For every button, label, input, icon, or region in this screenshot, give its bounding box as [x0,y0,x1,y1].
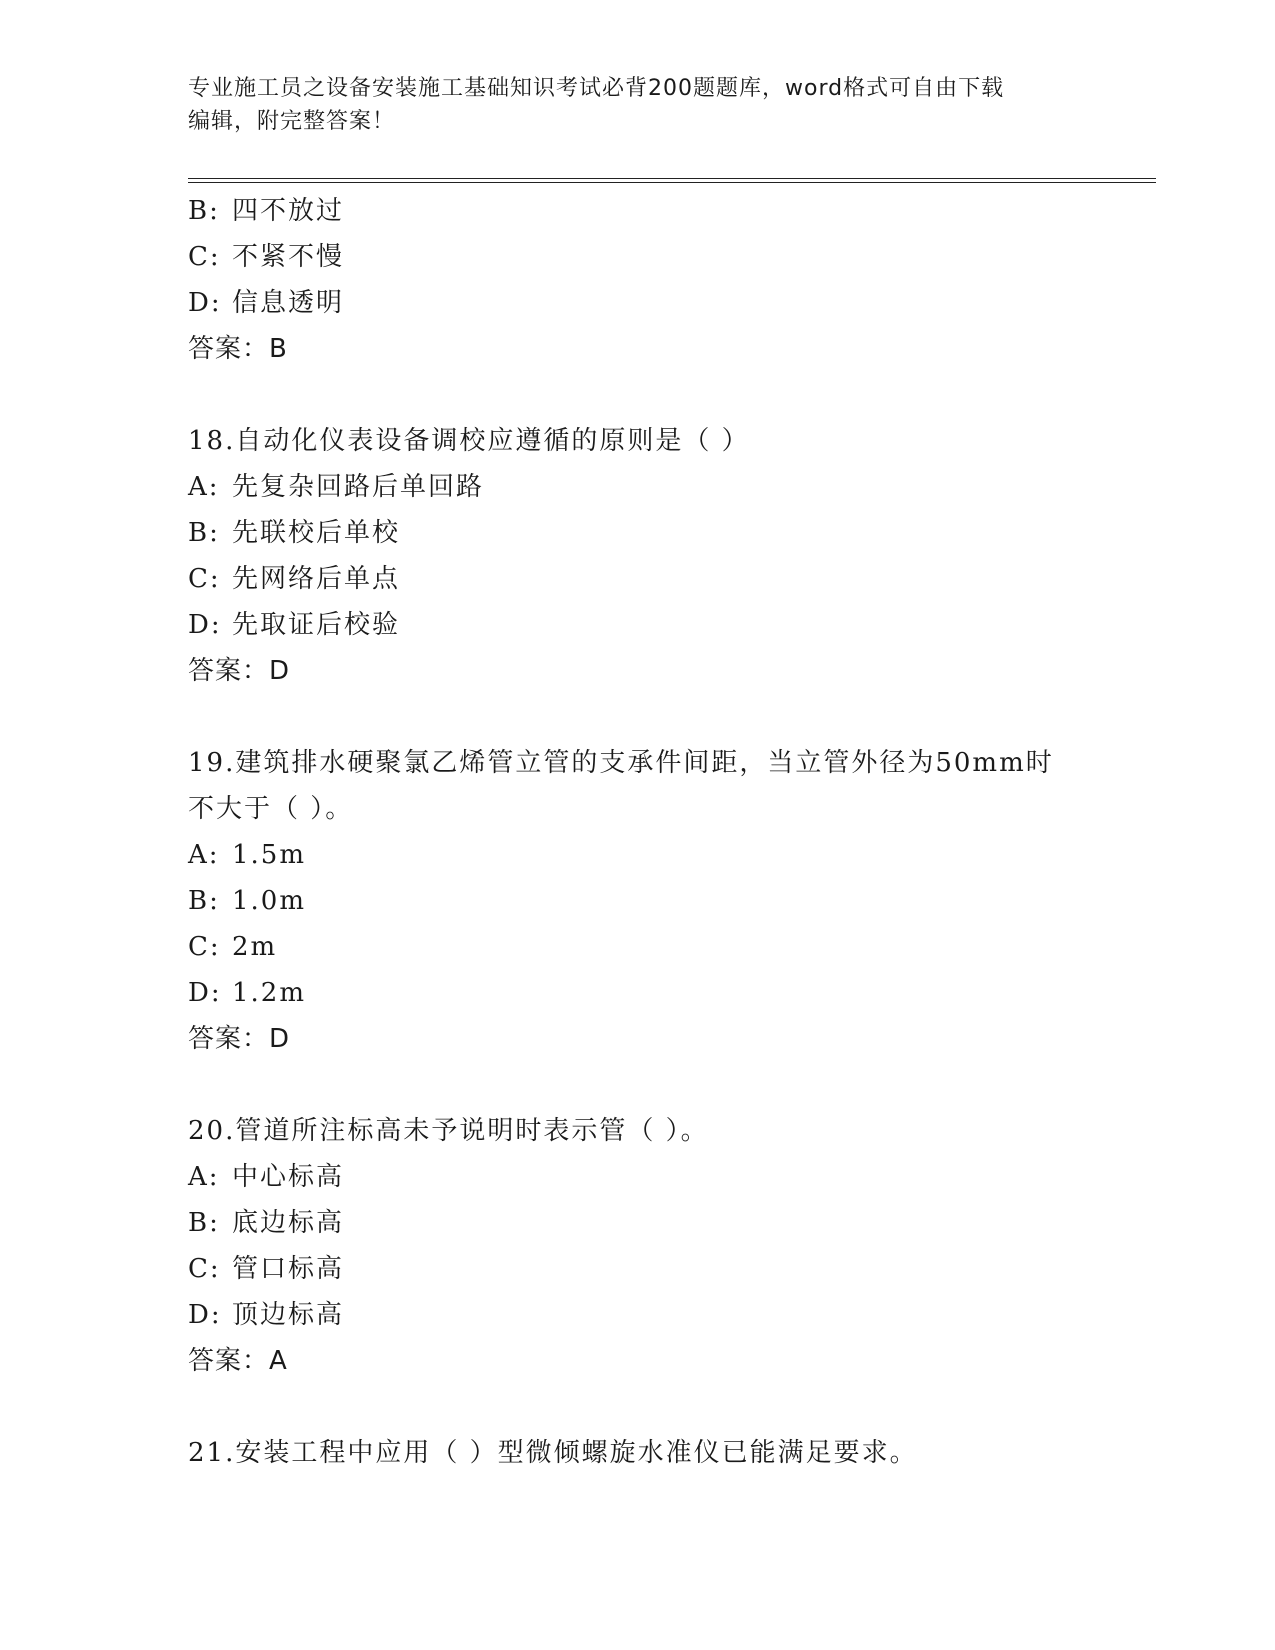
option-a [188,832,1088,878]
option-text: 先取证后校验 [232,610,401,640]
option-c [188,234,1088,280]
option-text: 先联校后单校 [232,518,401,548]
answer-line: 答案：A [188,1346,288,1376]
spacer [188,1384,1088,1430]
option-letter: C: [188,242,221,272]
option-c [188,1246,1088,1292]
question-17-block [188,188,1088,372]
option-text: 2m [232,932,278,962]
option-letter: D: [188,610,222,640]
question-text-line-2: 不大于（ ）。 [188,794,354,824]
option-text: 先复杂回路后单回路 [232,472,485,502]
header-title-line-1: 专业施工员之设备安装施工基础知识考试必背200题题库，word格式可自由下载 [188,76,1005,101]
option-d [188,280,1088,326]
spacer [188,372,1088,418]
option-letter: C: [188,564,221,594]
answer-line: 答案：B [188,334,288,364]
option-text: 四不放过 [232,196,345,226]
question-21-block [188,1430,1088,1476]
answer-line: 答案：D [188,656,291,686]
option-text: 顶边标高 [232,1300,345,1330]
question-text-line-1: 19.建筑排水硬聚氯乙烯管立管的支承件间距，当立管外径为50mm时 [188,748,1054,778]
option-a [188,1154,1088,1200]
question-text: 18.自动化仪表设备调校应遵循的原则是（ ） [188,426,750,456]
option-c [188,556,1088,602]
option-b [188,878,1088,924]
option-letter: C: [188,932,221,962]
answer-line: 答案：D [188,1024,291,1054]
option-text: 底边标高 [232,1208,345,1238]
option-text: 不紧不慢 [232,242,345,272]
option-text: 1.5m [232,840,307,870]
option-b [188,510,1088,556]
question-list [188,188,1088,1476]
document-header [188,72,1068,138]
spacer [188,1062,1088,1108]
option-letter: D: [188,978,222,1008]
option-letter: B: [188,196,220,226]
option-letter: A: [188,472,220,502]
option-letter: D: [188,1300,222,1330]
spacer [188,694,1088,740]
header-title-line-2: 编辑，附完整答案！ [188,109,396,134]
option-text: 1.2m [232,978,307,1008]
option-text: 信息透明 [232,288,345,318]
question-20-block [188,1108,1088,1384]
option-c [188,924,1088,970]
question-18-block [188,418,1088,694]
question-text: 21.安装工程中应用（ ）型微倾螺旋水准仪已能满足要求。 [188,1438,918,1468]
option-text: 先网络后单点 [232,564,401,594]
header-divider-bottom [188,182,1156,183]
header-divider-top [188,178,1156,179]
option-letter: B: [188,1208,220,1238]
option-letter: A: [188,840,220,870]
question-text: 20.管道所注标高未予说明时表示管（ ）。 [188,1116,709,1146]
option-text: 中心标高 [232,1162,345,1192]
option-d [188,970,1088,1016]
option-d [188,602,1088,648]
option-a [188,464,1088,510]
option-letter: C: [188,1254,221,1284]
option-b [188,1200,1088,1246]
option-letter: B: [188,886,220,916]
option-letter: B: [188,518,220,548]
option-d [188,1292,1088,1338]
option-letter: A: [188,1162,220,1192]
question-19-block [188,740,1088,1062]
option-text: 管口标高 [232,1254,345,1284]
option-letter: D: [188,288,222,318]
option-b [188,188,1088,234]
option-text: 1.0m [232,886,307,916]
